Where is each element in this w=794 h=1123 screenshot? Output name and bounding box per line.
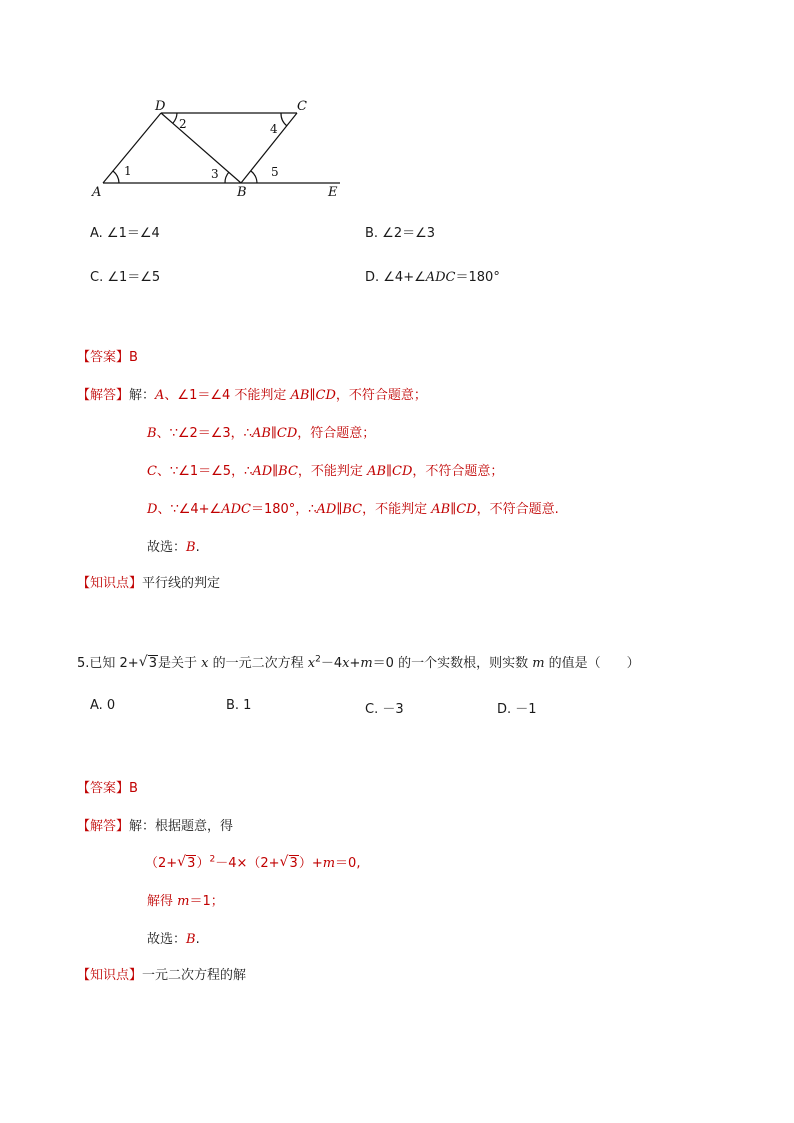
eq-p5: ＝0,	[335, 856, 361, 871]
point-label-a: A	[92, 185, 102, 200]
l1d: ，不符合题意；	[335, 388, 427, 403]
point-label-c: C	[297, 99, 307, 114]
l4d: ＝180°，∴	[250, 502, 317, 517]
q4-option-b: B. ∠2＝∠3	[365, 226, 436, 241]
q5-option-d: D. －1	[497, 702, 537, 717]
eq-p3: －4×（2+	[215, 856, 280, 871]
knowledge-value: 平行线的判定	[142, 576, 221, 591]
l5b: B	[186, 540, 196, 555]
radicand: 3	[148, 656, 157, 671]
radical-icon: √	[279, 854, 289, 870]
l3d: ，不能判定	[297, 464, 368, 479]
eq-sup: 2	[209, 854, 216, 865]
l4a: D	[147, 502, 158, 517]
l3b: 、∵∠1＝∠5，∴	[156, 464, 253, 479]
answer-label: 【答案】	[77, 350, 130, 365]
q5-option-a: A. 0	[90, 698, 116, 713]
l4f: ，不能判定	[362, 502, 432, 517]
solve-a: 解得	[147, 894, 178, 909]
l2a: B	[147, 426, 157, 441]
l5a: 故选：	[147, 540, 187, 555]
q4-solution-line-1	[77, 384, 427, 403]
l3f: ，不符合题意；	[412, 464, 504, 479]
q4-answer	[77, 346, 138, 365]
q5-answer	[77, 777, 138, 796]
angle-arc-3	[225, 172, 229, 183]
stem-eq3: x	[342, 656, 350, 671]
knowledge-label: 【知识点】	[77, 576, 143, 591]
solution-label: 【解答】	[77, 819, 130, 834]
knowledge-label: 【知识点】	[77, 968, 143, 983]
q4-option-c: C. ∠1＝∠5	[90, 270, 161, 285]
q4-solution-line-3	[147, 460, 503, 479]
l3e: AB∥CD	[367, 464, 413, 479]
l3c: AD∥BC	[252, 464, 298, 479]
stem-eq4: +	[349, 656, 361, 671]
sqrt-3	[139, 656, 158, 671]
stem-eq5: m	[360, 656, 373, 671]
stem-d: ＝0 的一个实数根，则实数	[372, 656, 533, 671]
point-label-e: E	[328, 185, 338, 200]
l2d: ，符合题意；	[297, 426, 376, 441]
radicand: 3	[289, 856, 298, 871]
angle-arc-1	[113, 171, 119, 183]
q5-option-c: C. －3	[365, 702, 404, 717]
solution-intro: 解：根据题意，得	[129, 819, 234, 834]
angle-label-5: 5	[271, 165, 279, 179]
angle-label-3: 3	[211, 167, 219, 181]
q4-solution-line-4	[147, 498, 559, 517]
l4b: 、∵∠4+∠	[157, 502, 222, 517]
stem-c: 的一元二次方程	[208, 656, 308, 671]
angle-label-4: 4	[270, 122, 278, 136]
l2b: 、∵∠2＝∠3，∴	[156, 426, 252, 441]
choose-a: 故选：	[147, 932, 187, 947]
radical-icon: √	[177, 854, 187, 870]
stem-b: 是关于	[157, 656, 202, 671]
stem-eq2: －4	[320, 656, 343, 671]
l2c: AB∥CD	[251, 426, 298, 441]
q4-knowledge	[77, 572, 220, 591]
solution-prefix: 解：	[129, 388, 156, 403]
q5-knowledge	[77, 964, 246, 983]
eq-sqrt-2	[280, 856, 299, 871]
q5-equation	[145, 852, 360, 871]
stem-sup: 2	[315, 654, 321, 665]
knowledge-value: 一元二次方程的解	[142, 968, 247, 983]
stem-a: 5.已知 2+	[77, 656, 139, 671]
l4c: ADC	[221, 502, 251, 517]
eq-sqrt-1	[177, 856, 196, 871]
l5c: .	[195, 540, 200, 555]
l4g: AB∥CD	[431, 502, 477, 517]
radicand: 3	[187, 856, 196, 871]
angle-arc-4	[281, 113, 287, 126]
option-d-suffix: ＝180°	[455, 270, 500, 285]
angle-label-1: 1	[124, 164, 132, 178]
solve-b: ＝1；	[189, 894, 224, 909]
q4-option-a: A. ∠1＝∠4	[90, 226, 160, 241]
q5-solve	[147, 890, 224, 909]
solve-m: m	[177, 894, 190, 909]
q5-solution-intro	[77, 815, 233, 834]
solution-label: 【解答】	[77, 388, 130, 403]
eq-p1: （2+	[145, 856, 178, 871]
q5-stem	[77, 652, 640, 671]
option-d-angle: ADC	[425, 270, 456, 285]
q5-option-b: B. 1	[226, 698, 252, 713]
point-label-b: B	[237, 185, 247, 200]
answer-label: 【答案】	[77, 781, 130, 796]
answer-value: B	[129, 350, 138, 365]
angle-arc-5	[251, 171, 257, 183]
choose-b: B	[186, 932, 196, 947]
angle-label-2: 2	[179, 117, 187, 131]
q5-choose	[147, 928, 200, 947]
stem-m: m	[532, 656, 545, 671]
answer-value: B	[129, 781, 138, 796]
q4-solution-line-5	[147, 536, 200, 555]
stem-e: 的值是（ ）	[544, 656, 640, 671]
stem-eq1: x	[307, 656, 316, 671]
stem-x: x	[201, 656, 209, 671]
radical-icon: √	[138, 654, 148, 670]
l1b: 、∠1＝∠4 不能判定	[164, 388, 291, 403]
q4-solution-line-2	[147, 422, 375, 441]
segment-ad	[103, 113, 161, 183]
l1c: AB∥CD	[290, 388, 336, 403]
l4e: AD∥BC	[316, 502, 363, 517]
l3a: C	[147, 464, 157, 479]
eq-p4: ）+	[298, 856, 323, 871]
angle-arc-2	[173, 113, 177, 123]
eq-p2: ）	[196, 856, 210, 871]
l4h: ，不符合题意.	[476, 502, 559, 517]
point-label-d: D	[155, 99, 166, 114]
q4-option-d	[365, 266, 500, 285]
eq-m: m	[322, 856, 336, 871]
choose-c: .	[195, 932, 200, 947]
segment-bc	[241, 113, 297, 183]
l1a: A	[155, 388, 165, 403]
geometry-figure	[85, 95, 355, 205]
option-d-prefix: D. ∠4+∠	[365, 270, 426, 285]
